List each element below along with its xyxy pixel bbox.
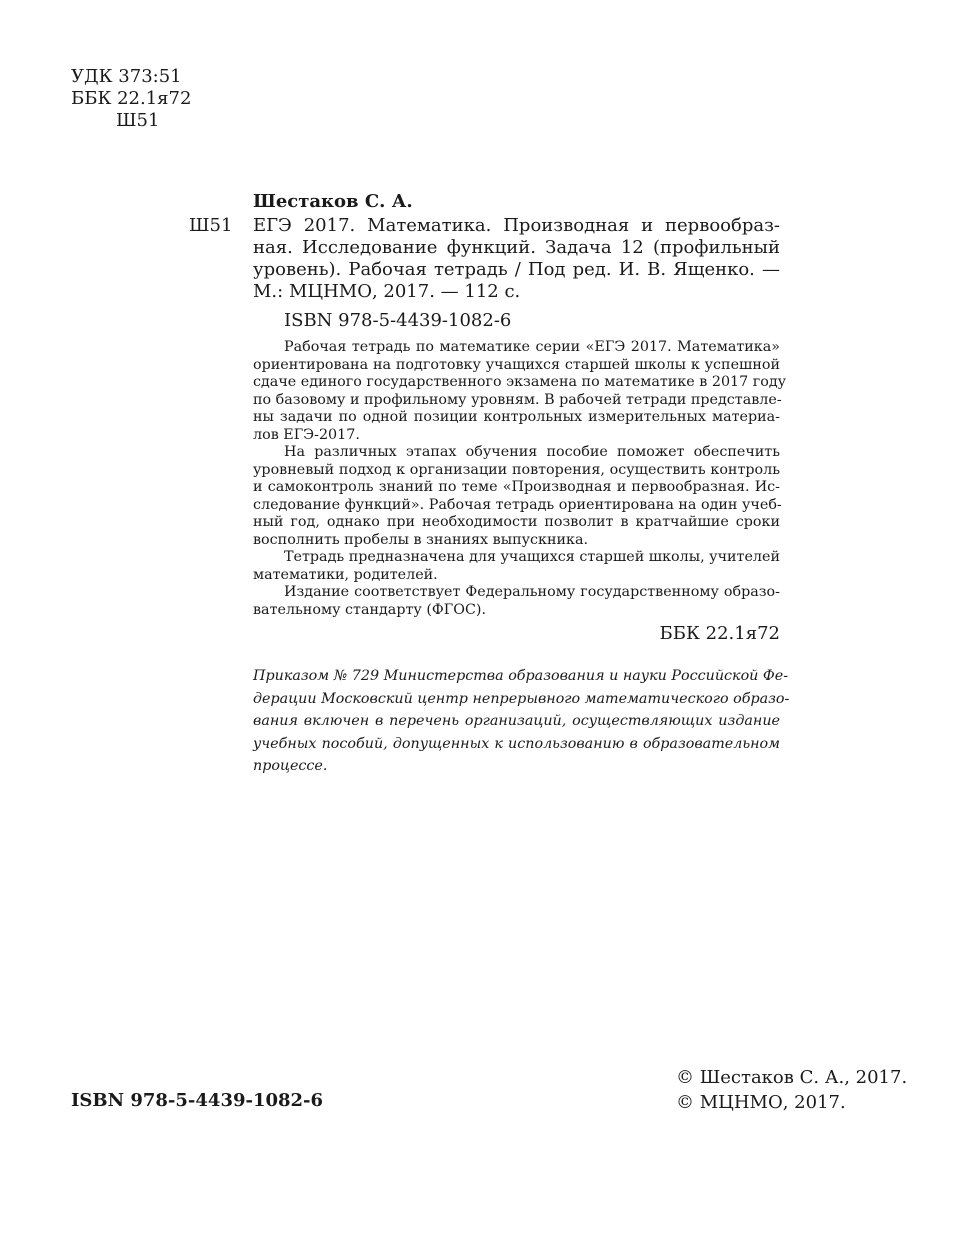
annotation-paragraph [253, 549, 780, 584]
annotation-paragraph [253, 339, 787, 444]
annotation-line: Издание соответствует Федеральному государственному образо- [284, 584, 780, 600]
annotation-line: математики, родителей. [253, 566, 438, 583]
bibliographic-description [253, 215, 780, 303]
annotation-paragraph [253, 584, 780, 619]
isbn: ISBN 978-5-4439-1082-6 [284, 310, 512, 331]
annotation-line: вательному стандарту (ФГОС). [253, 601, 487, 618]
annotation-line: ны задачи по одной позиции контрольных измерительных материа- [253, 409, 780, 425]
udc-code: УДК 373:51 [71, 66, 182, 87]
order-line: вания включен в перечень организаций, осуществляющих издание [253, 713, 780, 729]
order-line: процессе. [253, 758, 328, 774]
copyright-line: © МЦНМО, 2017. [676, 1092, 846, 1113]
order-line: дерации Московский центр непрерывного математического образо- [253, 690, 790, 707]
annotation-line: лов ЕГЭ-2017. [253, 426, 360, 443]
annotation-line: Рабочая тетрадь по математике серии «ЕГЭ 2017. Математика» [284, 339, 780, 355]
bbk-code: ББК 22.1я72 [71, 88, 192, 109]
author-name: Шестаков С. А. [253, 191, 413, 212]
annotation-line: уровневый подход к организации повторения, осуществить контроль [253, 461, 780, 478]
annotation-paragraph [253, 444, 780, 549]
classification-codes [71, 66, 191, 132]
title-line: М.: МЦНМО, 2017. — 112 с. [253, 281, 521, 302]
ministry-order-note [253, 665, 790, 778]
copyright-line: © Шестаков С. А., 2017. [676, 1067, 908, 1088]
annotation-line: и самоконтроль знаний по теме «Производная и первообразная. Ис- [253, 479, 780, 495]
cutter-code: Ш51 [189, 215, 233, 236]
annotation-line: следование функций». Рабочая тетрадь ориентирована на один учеб- [253, 496, 782, 513]
title-line: ЕГЭ 2017. Математика. Производная и первообраз- [253, 215, 780, 236]
annotation-line: ориентирована на подготовку учащихся старшей школы к успешной [253, 356, 780, 373]
title-line: ная. Исследование функций. Задача 12 (профильный [253, 237, 780, 258]
isbn-bottom: ISBN 978-5-4439-1082-6 [71, 1090, 324, 1111]
annotation-line: по базовому и профильному уровням. В рабочей тетради представле- [253, 391, 782, 408]
bbk-code-right: ББК 22.1я72 [659, 623, 780, 644]
annotation-line: На различных этапах обучения пособие поможет обеспечить [284, 444, 780, 460]
order-line: учебных пособий, допущенных к использованию в образовательном [253, 735, 780, 752]
annotation-line: Тетрадь предназначена для учащихся старшей школы, учителей [284, 549, 780, 565]
order-line: Приказом № 729 Министерства образования и науки Российской Фе- [253, 668, 789, 684]
title-line: уровень). Рабочая тетрадь / Под ред. И. В. Ященко. — [253, 259, 780, 280]
annotation-line: восполнить пробелы в знаниях выпускника. [253, 531, 589, 548]
annotation-line: ный год, однако при необходимости позволит в кратчайшие сроки [253, 514, 780, 530]
copyright-block [676, 1065, 907, 1115]
annotation-line: сдаче единого государственного экзамена по математике в 2017 году [253, 374, 787, 390]
cutter-code-top: Ш51 [116, 110, 160, 131]
annotation [253, 339, 787, 619]
